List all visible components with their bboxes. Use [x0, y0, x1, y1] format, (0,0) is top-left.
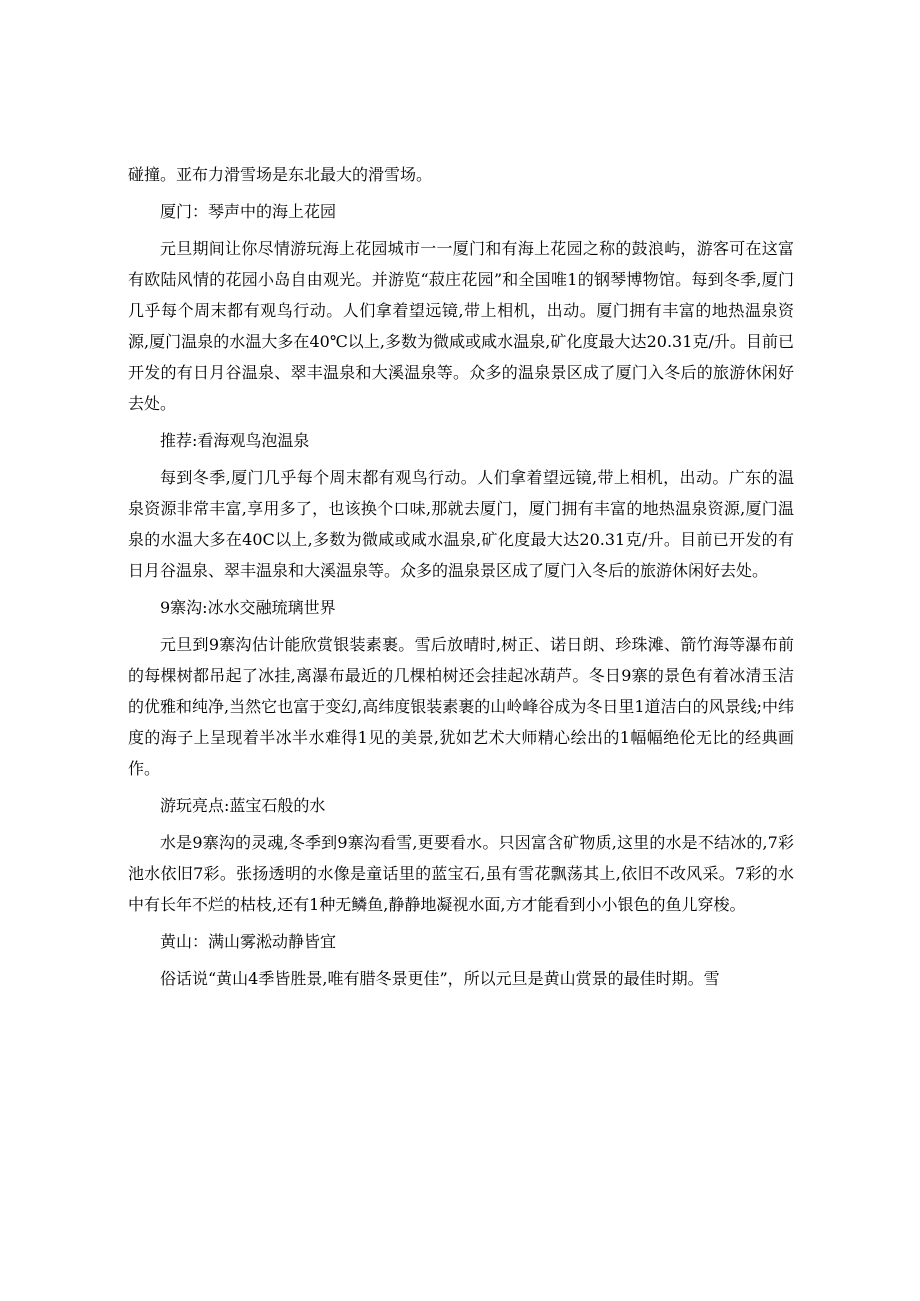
paragraph-huangshan: 俗话说“黄山4季皆胜景,唯有腊冬景更佳”，所以元旦是黄山赏景的最佳时期。雪 [160, 969, 720, 988]
section-heading-jiuzhaigou: 9寨沟:冰水交融琉璃世界 [160, 598, 336, 617]
paragraph-hot-springs: 每到冬季,厦门几乎每个周末都有观鸟行动。人们拿着望远镜,带上相机，出动。广东的温泉资源非常丰富,享用多了，也该换个口味,那就去厦门，厦门拥有丰富的地热温泉资源,厦门温泉的水温大多在40C以上,多数为微咸或咸水温泉,矿化度最大达20.31克/升。目前已开发的有日月谷温泉、翠丰温泉和大溪温泉等。众多的温泉景区成了厦门入冬后的旅游休闲好去处。 [128, 468, 794, 580]
paragraph-yabuli-continued: 碰撞。亚布力滑雪场是东北最大的滑雪场。 [128, 165, 433, 184]
paragraph-sapphire-water: 水是9寨沟的灵魂,冬季到9寨沟看雪,更要看水。只因富含矿物质,这里的水是不结冰的,7彩池水依旧7彩。张扬透明的水像是童话里的蓝宝石,虽有雪花飘荡其上,依旧不改风采。7彩的水中有长年不烂的枯枝,还有1种无鳞鱼,静静地凝视水面,方才能看到小小银色的鱼儿穿梭。 [128, 833, 794, 914]
section-heading-sapphire-water: 游玩亮点:蓝宝石般的水 [160, 796, 326, 815]
document-page [128, 159, 794, 994]
section-heading-xiamen: 厦门：琴声中的海上花园 [160, 202, 337, 221]
paragraph-jiuzhaigou: 元旦到9寨沟估计能欣赏银装素裹。雪后放晴时,树正、诺日朗、珍珠滩、箭竹海等瀑布前的每棵树都吊起了冰挂,离瀑布最近的几棵柏树还会挂起冰葫芦。冬日9寨的景色有着冰清玉洁的优雅和纯净,当然它也富于变幻,高纬度银装素裹的山岭峰谷成为冬日里1道洁白的风景线;中纬度的海子上呈现着半冰半水难得1见的美景,犹如艺术大师精心绘出的1幅幅绝伦无比的经典画作。 [128, 635, 794, 778]
section-heading-hot-springs: 推荐:看海观鸟泡温泉 [160, 431, 310, 450]
paragraph-xiamen: 元旦期间让你尽情游玩海上花园城市一一厦门和有海上花园之称的鼓浪屿，游客可在这富有欧陆风情的花园小岛自由观光。并游览“菽庄花园”和全国唯1的钢琴博物馆。每到冬季,厦门几乎每个周末都有观鸟行动。人们拿着望远镜,带上相机，出动。厦门拥有丰富的地热温泉资源,厦门温泉的水温大多在40℃以上,多数为微咸或咸水温泉,矿化度最大达20.31克/升。目前已开发的有日月谷温泉、翠丰温泉和大溪温泉等。众多的温泉景区成了厦门入冬后的旅游休闲好去处。 [128, 239, 794, 413]
section-heading-huangshan: 黄山：满山雾淞动静皆宜 [160, 932, 337, 951]
